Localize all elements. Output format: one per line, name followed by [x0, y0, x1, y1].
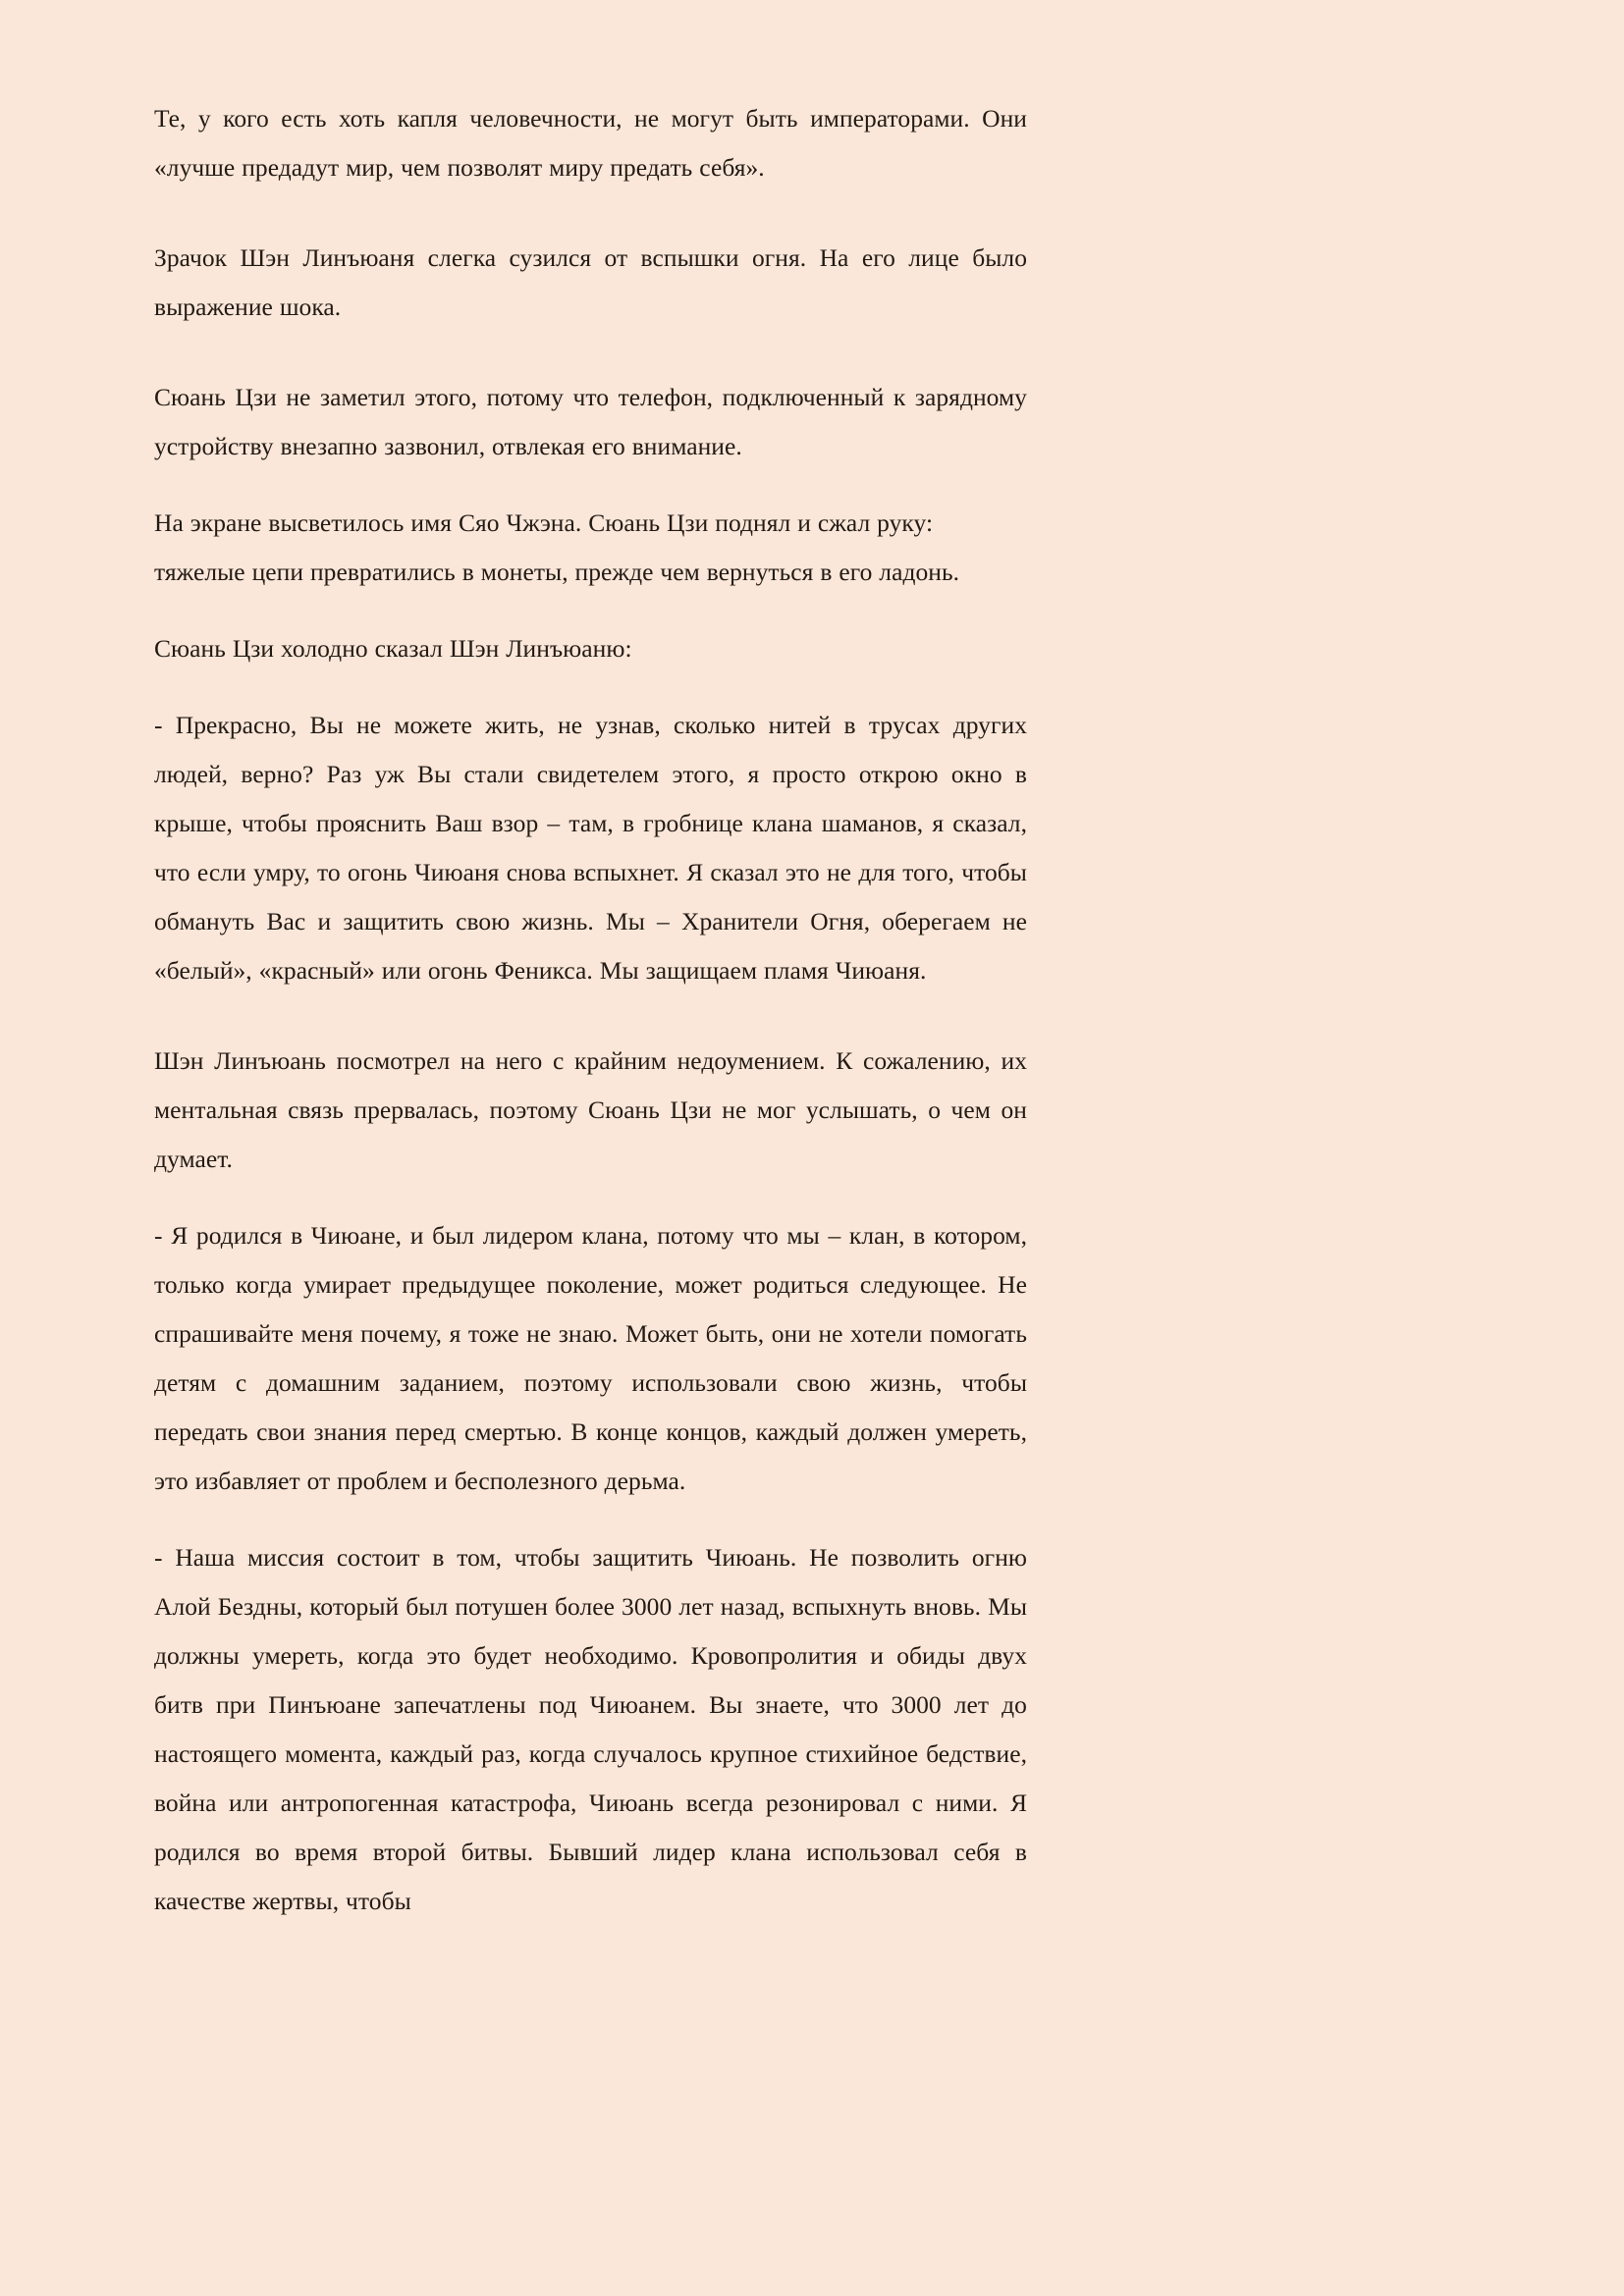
document-text-body	[154, 94, 1027, 1926]
paragraph-3: Сюань Цзи не заметил этого, потому что телефон, подключенный к зарядному устройству внезапно зазвонил, отвлекая его внимание.	[154, 383, 1027, 460]
paragraph-2: Зрачок Шэн Линъюаня слегка сузился от вспышки огня. На его лице было выражение шока.	[154, 243, 1027, 321]
paragraph-8: - Я родился в Чиюане, и был лидером клана, потому что мы – клан, в котором, только когда умирает предыдущее поколение, может родиться следующее. Не спрашивайте меня почему, я тоже не знаю. Может быть, они не хотели помогать детям с домашним заданием, поэтому использовали свою жизнь, чтобы передать свои знания перед смертью. В конце концов, каждый должен умереть, это избавляет от проблем и бесполезного дерьма.	[154, 1221, 1027, 1495]
paragraph-5: Сюань Цзи холодно сказал Шэн Линъюаню:	[154, 634, 632, 663]
paragraph-6: - Прекрасно, Вы не можете жить, не узнав, сколько нитей в трусах других людей, верно? Раз уж Вы стали свидетелем этого, я просто открою окно в крыше, чтобы прояснить Ваш взор – там, в гробнице клана шаманов, я сказал, что если умру, то огонь Чиюаня снова вспыхнет. Я сказал это не для того, чтобы обмануть Вас и защитить свою жизнь. Мы – Хранители Огня, оберегаем не «белый», «красный» или огонь Феникса. Мы защищаем пламя Чиюаня.	[154, 711, 1027, 985]
paragraph-9: - Наша миссия состоит в том, чтобы защитить Чиюань. Не позволить огню Алой Бездны, который был потушен более 3000 лет назад, вспыхнуть вновь. Мы должны умереть, когда это будет необходимо. Кровопролития и обиды двух битв при Пинъюане запечатлены под Чиюанем. Вы знаете, что 3000 лет до настоящего момента, каждый раз, когда случалось крупное стихийное бедствие, война или антропогенная катастрофа, Чиюань всегда резонировал с ними. Я родился во время второй битвы. Бывший лидер клана использовал себя в качестве жертвы, чтобы	[154, 1543, 1027, 1915]
paragraph-1: Те, у кого есть хоть капля человечности, не могут быть императорами. Они «лучше предадут мир, чем позволят миру предать себя».	[154, 104, 1027, 182]
paragraph-4: На экране высветилось имя Сяо Чжэна. Сюань Цзи поднял и сжал руку: тяжелые цепи превратились в монеты, прежде чем вернуться в его ладонь.	[154, 508, 960, 586]
paragraph-7: Шэн Линъюань посмотрел на него с крайним недоумением. К сожалению, их ментальная связь прервалась, поэтому Сюань Цзи не мог услышать, о чем он думает.	[154, 1046, 1027, 1173]
